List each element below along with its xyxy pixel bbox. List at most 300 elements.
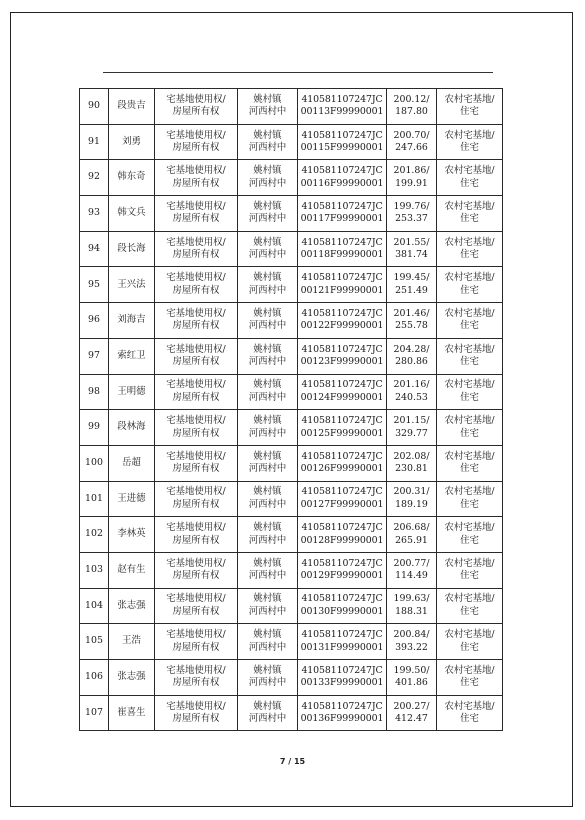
unit-code-line: 00113F99990001 [300, 106, 384, 118]
unit-code-cell [298, 267, 387, 303]
location-cell [238, 410, 298, 446]
unit-code-line: 410581107247JC [301, 272, 383, 284]
holder-name-cell: 刘勇 [109, 124, 155, 160]
area-cell [387, 624, 437, 660]
record-number-cell: 100 [80, 445, 109, 481]
land-use-line: 农村宅基地/ [444, 700, 495, 712]
area-line: 401.86 [395, 677, 428, 689]
record-number-cell: 99 [80, 410, 109, 446]
land-use-line: 住宅 [460, 427, 479, 439]
land-use-line: 农村宅基地/ [444, 522, 495, 534]
right-type-line: 房屋所有权 [172, 641, 220, 653]
area-line: 381.74 [395, 249, 428, 261]
land-use-line: 农村宅基地/ [444, 343, 495, 355]
unit-code-line: 00129F99990001 [300, 570, 384, 582]
location-line: 姚村镇 [253, 522, 282, 534]
land-use-line: 住宅 [460, 284, 479, 296]
location-cell [238, 695, 298, 731]
record-number-cell: 91 [80, 124, 109, 160]
right-type-line: 房屋所有权 [172, 498, 220, 510]
land-use-line: 住宅 [460, 641, 479, 653]
holder-name-cell: 崔喜生 [109, 695, 155, 731]
table-row [80, 588, 503, 624]
area-line: 393.22 [395, 641, 428, 653]
land-use-line: 住宅 [460, 177, 479, 189]
land-use-cell [437, 624, 503, 660]
location-line: 姚村镇 [253, 664, 282, 676]
location-cell [238, 552, 298, 588]
location-line: 河西村中 [248, 463, 287, 475]
record-number-cell: 97 [80, 338, 109, 374]
unit-code-line: 00121F99990001 [300, 284, 384, 296]
area-line: 247.66 [395, 142, 428, 154]
right-type-line: 宅基地使用权/ [166, 557, 226, 569]
unit-code-line: 410581107247JC [301, 486, 383, 498]
right-type-line: 房屋所有权 [172, 391, 220, 403]
table-row [80, 660, 503, 696]
right-type-line: 宅基地使用权/ [166, 272, 226, 284]
land-use-line: 农村宅基地/ [444, 307, 495, 319]
land-use-line: 住宅 [460, 106, 479, 118]
right-type-line: 宅基地使用权/ [166, 93, 226, 105]
unit-code-cell [298, 410, 387, 446]
record-number-cell: 98 [80, 374, 109, 410]
location-line: 河西村中 [248, 249, 287, 261]
location-line: 河西村中 [248, 713, 287, 725]
location-line: 河西村中 [248, 284, 287, 296]
land-use-cell [437, 196, 503, 232]
unit-code-line: 00122F99990001 [300, 320, 384, 332]
location-line: 姚村镇 [253, 415, 282, 427]
land-use-line: 住宅 [460, 534, 479, 546]
right-type-line: 房屋所有权 [172, 677, 220, 689]
right-type-line: 房屋所有权 [172, 713, 220, 725]
area-line: 200.12/ [393, 93, 430, 105]
area-cell [387, 588, 437, 624]
land-use-cell [437, 89, 503, 125]
holder-name-cell: 段林海 [109, 410, 155, 446]
holder-name-cell: 段长海 [109, 231, 155, 267]
unit-code-line: 00115F99990001 [300, 142, 384, 154]
table-row [80, 231, 503, 267]
location-line: 姚村镇 [253, 165, 282, 177]
location-line: 河西村中 [248, 498, 287, 510]
table-row [80, 303, 503, 339]
location-cell [238, 481, 298, 517]
location-cell [238, 588, 298, 624]
table-row [80, 196, 503, 232]
right-type-cell [155, 231, 238, 267]
land-use-line: 农村宅基地/ [444, 415, 495, 427]
location-line: 姚村镇 [253, 93, 282, 105]
land-use-line: 农村宅基地/ [444, 486, 495, 498]
unit-code-cell [298, 124, 387, 160]
area-line: 230.81 [395, 463, 428, 475]
unit-code-line: 410581107247JC [301, 343, 383, 355]
right-type-cell [155, 89, 238, 125]
right-type-line: 宅基地使用权/ [166, 165, 226, 177]
unit-code-line: 00123F99990001 [300, 356, 384, 368]
record-number-cell: 92 [80, 160, 109, 196]
right-type-line: 宅基地使用权/ [166, 664, 226, 676]
unit-code-line: 410581107247JC [301, 522, 383, 534]
right-type-cell [155, 338, 238, 374]
land-use-line: 住宅 [460, 142, 479, 154]
location-cell [238, 624, 298, 660]
land-use-line: 农村宅基地/ [444, 165, 495, 177]
land-use-cell [437, 124, 503, 160]
holder-name-cell: 韩文兵 [109, 196, 155, 232]
land-use-cell [437, 517, 503, 553]
land-use-cell [437, 410, 503, 446]
location-line: 河西村中 [248, 427, 287, 439]
table-row [80, 124, 503, 160]
holder-name-cell: 张志强 [109, 588, 155, 624]
right-type-line: 房屋所有权 [172, 570, 220, 582]
unit-code-line: 00127F99990001 [300, 498, 384, 510]
unit-code-line: 410581107247JC [301, 165, 383, 177]
land-use-line: 农村宅基地/ [444, 450, 495, 462]
area-line: 199.76/ [393, 200, 430, 212]
area-cell [387, 660, 437, 696]
record-number-cell: 101 [80, 481, 109, 517]
right-type-line: 房屋所有权 [172, 177, 220, 189]
table-row [80, 89, 503, 125]
location-cell [238, 89, 298, 125]
unit-code-cell [298, 231, 387, 267]
record-number-cell: 95 [80, 267, 109, 303]
area-cell [387, 338, 437, 374]
location-line: 河西村中 [248, 142, 287, 154]
land-use-cell [437, 374, 503, 410]
right-type-line: 宅基地使用权/ [166, 236, 226, 248]
location-cell [238, 267, 298, 303]
table-row [80, 517, 503, 553]
right-type-cell [155, 124, 238, 160]
area-line: 329.77 [395, 427, 428, 439]
unit-code-line: 00118F99990001 [300, 249, 384, 261]
location-line: 姚村镇 [253, 272, 282, 284]
right-type-line: 房屋所有权 [172, 213, 220, 225]
location-line: 姚村镇 [253, 129, 282, 141]
area-line: 189.19 [395, 498, 428, 510]
record-number-cell: 94 [80, 231, 109, 267]
land-use-line: 农村宅基地/ [444, 236, 495, 248]
land-use-cell [437, 303, 503, 339]
unit-code-cell [298, 588, 387, 624]
right-type-cell [155, 267, 238, 303]
land-use-line: 农村宅基地/ [444, 664, 495, 676]
location-line: 姚村镇 [253, 593, 282, 605]
location-cell [238, 374, 298, 410]
area-line: 199.50/ [393, 664, 430, 676]
record-number-cell: 103 [80, 552, 109, 588]
area-line: 201.46/ [393, 307, 430, 319]
right-type-line: 宅基地使用权/ [166, 450, 226, 462]
holder-name-cell: 王浩 [109, 624, 155, 660]
unit-code-cell [298, 303, 387, 339]
right-type-line: 宅基地使用权/ [166, 307, 226, 319]
unit-code-line: 410581107247JC [301, 236, 383, 248]
unit-code-line: 410581107247JC [301, 629, 383, 641]
land-use-cell [437, 338, 503, 374]
right-type-cell [155, 481, 238, 517]
location-line: 姚村镇 [253, 236, 282, 248]
land-use-line: 住宅 [460, 677, 479, 689]
unit-code-cell [298, 481, 387, 517]
land-use-line: 农村宅基地/ [444, 129, 495, 141]
right-type-line: 房屋所有权 [172, 463, 220, 475]
area-line: 202.08/ [393, 450, 430, 462]
right-type-cell [155, 588, 238, 624]
right-type-line: 房屋所有权 [172, 142, 220, 154]
page-number: 7 / 15 [279, 757, 306, 766]
area-line: 265.91 [395, 534, 428, 546]
unit-code-line: 410581107247JC [301, 593, 383, 605]
area-line: 201.16/ [393, 379, 430, 391]
land-use-cell [437, 481, 503, 517]
right-type-line: 宅基地使用权/ [166, 486, 226, 498]
area-line: 200.84/ [393, 629, 430, 641]
area-line: 199.45/ [393, 272, 430, 284]
area-cell [387, 89, 437, 125]
area-line: 206.68/ [393, 522, 430, 534]
right-type-cell [155, 695, 238, 731]
holder-name-cell: 岳超 [109, 445, 155, 481]
area-cell [387, 196, 437, 232]
records-body [80, 89, 503, 731]
location-line: 河西村中 [248, 320, 287, 332]
record-number-cell: 107 [80, 695, 109, 731]
unit-code-cell [298, 624, 387, 660]
location-cell [238, 124, 298, 160]
table-row [80, 624, 503, 660]
holder-name-cell: 段贵吉 [109, 89, 155, 125]
location-line: 姚村镇 [253, 450, 282, 462]
right-type-cell [155, 660, 238, 696]
unit-code-cell [298, 196, 387, 232]
area-cell [387, 552, 437, 588]
table-row [80, 552, 503, 588]
right-type-line: 宅基地使用权/ [166, 200, 226, 212]
location-line: 河西村中 [248, 570, 287, 582]
location-cell [238, 338, 298, 374]
area-line: 114.49 [395, 570, 428, 582]
unit-code-cell [298, 338, 387, 374]
area-line: 199.63/ [393, 593, 430, 605]
unit-code-cell [298, 695, 387, 731]
area-line: 200.70/ [393, 129, 430, 141]
holder-name-cell: 索红卫 [109, 338, 155, 374]
holder-name-cell: 赵有生 [109, 552, 155, 588]
unit-code-line: 410581107247JC [301, 200, 383, 212]
right-type-line: 房屋所有权 [172, 284, 220, 296]
holder-name-cell: 王进德 [109, 481, 155, 517]
holder-name-cell: 刘海吉 [109, 303, 155, 339]
right-type-line: 宅基地使用权/ [166, 129, 226, 141]
unit-code-line: 410581107247JC [301, 415, 383, 427]
land-use-cell [437, 552, 503, 588]
land-use-line: 住宅 [460, 498, 479, 510]
area-line: 200.27/ [393, 700, 430, 712]
area-line: 255.78 [395, 320, 428, 332]
land-use-line: 农村宅基地/ [444, 93, 495, 105]
location-line: 姚村镇 [253, 557, 282, 569]
location-line: 河西村中 [248, 177, 287, 189]
right-type-cell [155, 517, 238, 553]
location-line: 姚村镇 [253, 486, 282, 498]
area-cell [387, 410, 437, 446]
unit-code-cell [298, 660, 387, 696]
right-type-line: 房屋所有权 [172, 106, 220, 118]
right-type-line: 宅基地使用权/ [166, 593, 226, 605]
right-type-cell [155, 552, 238, 588]
table-row [80, 481, 503, 517]
right-type-cell [155, 160, 238, 196]
unit-code-line: 410581107247JC [301, 129, 383, 141]
unit-code-cell [298, 552, 387, 588]
table-row [80, 410, 503, 446]
land-use-cell [437, 267, 503, 303]
land-use-line: 农村宅基地/ [444, 200, 495, 212]
unit-code-line: 00126F99990001 [300, 463, 384, 475]
right-type-cell [155, 624, 238, 660]
table-row [80, 695, 503, 731]
land-use-cell [437, 660, 503, 696]
area-line: 200.77/ [393, 557, 430, 569]
holder-name-cell: 韩东奇 [109, 160, 155, 196]
record-number-cell: 106 [80, 660, 109, 696]
right-type-line: 宅基地使用权/ [166, 700, 226, 712]
right-type-line: 宅基地使用权/ [166, 629, 226, 641]
right-type-cell [155, 374, 238, 410]
unit-code-cell [298, 374, 387, 410]
area-cell [387, 231, 437, 267]
area-line: 201.86/ [393, 165, 430, 177]
land-use-line: 农村宅基地/ [444, 557, 495, 569]
land-use-line: 农村宅基地/ [444, 272, 495, 284]
table-row [80, 338, 503, 374]
area-cell [387, 445, 437, 481]
area-line: 201.55/ [393, 236, 430, 248]
unit-code-line: 410581107247JC [301, 557, 383, 569]
land-use-line: 农村宅基地/ [444, 593, 495, 605]
records-table [79, 88, 503, 731]
unit-code-cell [298, 160, 387, 196]
area-line: 201.15/ [393, 415, 430, 427]
area-line: 240.53 [395, 391, 428, 403]
location-line: 河西村中 [248, 356, 287, 368]
location-line: 河西村中 [248, 213, 287, 225]
holder-name-cell: 王明德 [109, 374, 155, 410]
unit-code-cell [298, 89, 387, 125]
record-number-cell: 102 [80, 517, 109, 553]
right-type-cell [155, 410, 238, 446]
area-line: 412.47 [395, 713, 428, 725]
location-cell [238, 196, 298, 232]
land-use-line: 住宅 [460, 463, 479, 475]
land-use-line: 住宅 [460, 320, 479, 332]
area-line: 253.37 [395, 213, 428, 225]
land-use-cell [437, 160, 503, 196]
holder-name-cell: 王兴法 [109, 267, 155, 303]
right-type-line: 房屋所有权 [172, 534, 220, 546]
unit-code-line: 410581107247JC [301, 450, 383, 462]
location-line: 河西村中 [248, 391, 287, 403]
location-line: 河西村中 [248, 605, 287, 617]
unit-code-line: 00125F99990001 [300, 427, 384, 439]
right-type-line: 宅基地使用权/ [166, 343, 226, 355]
right-type-cell [155, 196, 238, 232]
area-cell [387, 517, 437, 553]
table-row [80, 445, 503, 481]
unit-code-line: 00131F99990001 [300, 641, 384, 653]
location-cell [238, 660, 298, 696]
area-line: 187.80 [395, 106, 428, 118]
land-use-cell [437, 588, 503, 624]
right-type-line: 宅基地使用权/ [166, 379, 226, 391]
unit-code-cell [298, 517, 387, 553]
location-line: 姚村镇 [253, 700, 282, 712]
unit-code-line: 410581107247JC [301, 700, 383, 712]
area-cell [387, 374, 437, 410]
land-use-line: 住宅 [460, 605, 479, 617]
area-line: 280.86 [395, 356, 428, 368]
area-cell [387, 124, 437, 160]
table-row [80, 267, 503, 303]
land-use-line: 农村宅基地/ [444, 379, 495, 391]
unit-code-line: 00117F99990001 [300, 213, 384, 225]
header-rule [103, 72, 493, 73]
land-use-line: 住宅 [460, 356, 479, 368]
unit-code-cell [298, 445, 387, 481]
land-use-line: 农村宅基地/ [444, 629, 495, 641]
right-type-line: 房屋所有权 [172, 356, 220, 368]
area-line: 199.91 [395, 177, 428, 189]
land-use-cell [437, 445, 503, 481]
area-line: 204.28/ [393, 343, 430, 355]
record-number-cell: 105 [80, 624, 109, 660]
unit-code-line: 00133F99990001 [300, 677, 384, 689]
unit-code-line: 00128F99990001 [300, 534, 384, 546]
location-cell [238, 303, 298, 339]
location-line: 姚村镇 [253, 343, 282, 355]
right-type-line: 房屋所有权 [172, 427, 220, 439]
area-line: 188.31 [395, 605, 428, 617]
record-number-cell: 93 [80, 196, 109, 232]
holder-name-cell: 李林英 [109, 517, 155, 553]
area-cell [387, 160, 437, 196]
location-line: 河西村中 [248, 106, 287, 118]
holder-name-cell: 张志强 [109, 660, 155, 696]
right-type-cell [155, 303, 238, 339]
area-line: 200.31/ [393, 486, 430, 498]
location-cell [238, 231, 298, 267]
land-use-line: 住宅 [460, 391, 479, 403]
location-cell [238, 517, 298, 553]
unit-code-line: 00136F99990001 [300, 713, 384, 725]
table-row [80, 374, 503, 410]
area-cell [387, 267, 437, 303]
land-use-cell [437, 695, 503, 731]
record-number-cell: 104 [80, 588, 109, 624]
right-type-line: 房屋所有权 [172, 320, 220, 332]
location-line: 河西村中 [248, 641, 287, 653]
land-use-line: 住宅 [460, 249, 479, 261]
land-use-line: 住宅 [460, 213, 479, 225]
land-use-line: 住宅 [460, 713, 479, 725]
table-row [80, 160, 503, 196]
